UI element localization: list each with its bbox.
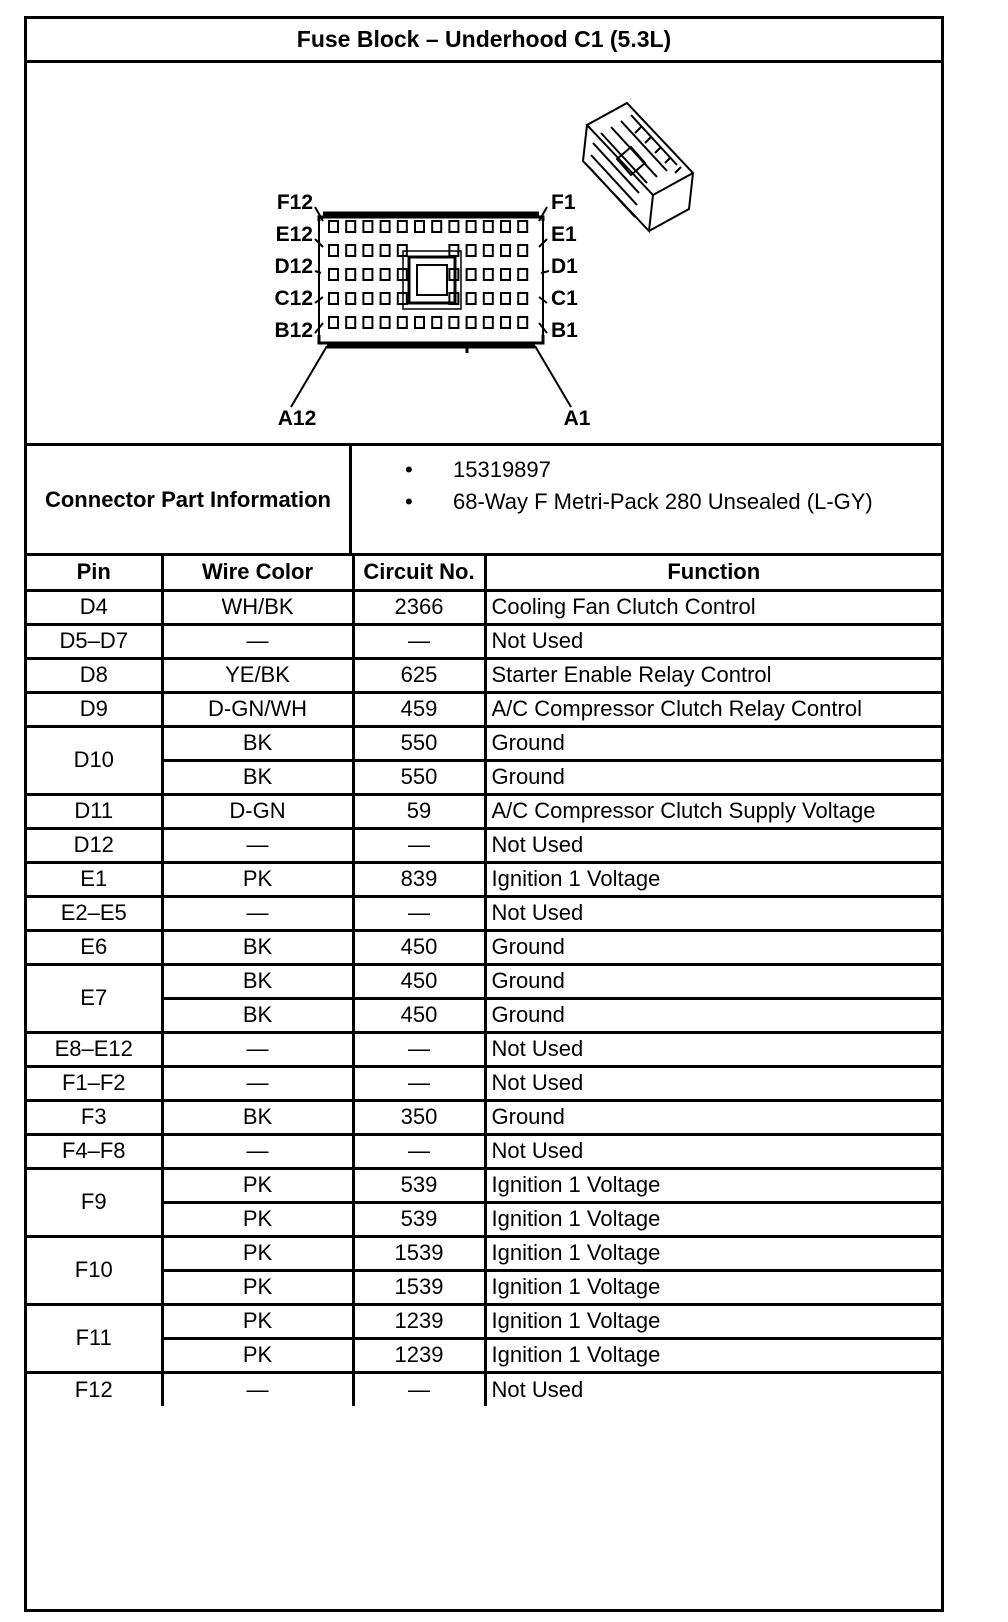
pin-cavity bbox=[346, 293, 355, 304]
pin-cell: E2–E5 bbox=[27, 896, 162, 930]
pinout-document bbox=[24, 16, 944, 1612]
pin-cavity bbox=[346, 245, 355, 256]
pin-cell: E8–E12 bbox=[27, 1032, 162, 1066]
table-row bbox=[27, 1100, 941, 1134]
circuit-no-cell: — bbox=[353, 1032, 485, 1066]
circuit-no-cell: — bbox=[353, 1066, 485, 1100]
circuit-no-cell: 2366 bbox=[353, 590, 485, 624]
pin-cavity bbox=[329, 269, 338, 280]
table-row bbox=[27, 1066, 941, 1100]
label-a1: A1 bbox=[563, 407, 591, 430]
pin-cell: D11 bbox=[27, 794, 162, 828]
pin-cavity bbox=[381, 317, 390, 328]
wire-color-cell: — bbox=[162, 1032, 353, 1066]
wire-color-cell: BK bbox=[162, 726, 353, 760]
table-row bbox=[27, 828, 941, 862]
circuit-no-cell: 550 bbox=[353, 760, 485, 794]
function-cell: Not Used bbox=[485, 1372, 941, 1406]
wire-color-cell: PK bbox=[162, 1270, 353, 1304]
row-label-left: D12 bbox=[274, 255, 313, 278]
table-row bbox=[27, 930, 941, 964]
pin-cavity bbox=[329, 221, 338, 232]
table-row bbox=[27, 1168, 941, 1202]
pin-cavity-grid bbox=[329, 221, 527, 328]
pin-cell: F10 bbox=[27, 1236, 162, 1304]
pin-cavity bbox=[329, 317, 338, 328]
circuit-no-cell: 450 bbox=[353, 930, 485, 964]
circuit-no-cell: 1539 bbox=[353, 1270, 485, 1304]
pin-cavity bbox=[467, 317, 476, 328]
pin-cell: F3 bbox=[27, 1100, 162, 1134]
wire-color-cell: — bbox=[162, 1066, 353, 1100]
connector-description: • 68-Way F Metri-Pack 280 Unsealed (L-GY) bbox=[353, 486, 941, 518]
row-label-right: D1 bbox=[551, 255, 578, 278]
function-cell: A/C Compressor Clutch Supply Voltage bbox=[485, 794, 941, 828]
wire-color-cell: — bbox=[162, 828, 353, 862]
row-label-left: C12 bbox=[274, 287, 313, 310]
function-cell: Ground bbox=[485, 1100, 941, 1134]
row-label-left: B12 bbox=[274, 319, 313, 342]
wire-color-cell: WH/BK bbox=[162, 590, 353, 624]
part-number: • 15319897 bbox=[353, 454, 941, 486]
pin-cavity bbox=[518, 317, 527, 328]
pin-cavity bbox=[501, 221, 510, 232]
pin-cavity bbox=[381, 221, 390, 232]
label-a12: A12 bbox=[277, 407, 317, 430]
circuit-no-cell: 1539 bbox=[353, 1236, 485, 1270]
connector-info-list bbox=[353, 446, 941, 561]
function-cell: Cooling Fan Clutch Control bbox=[485, 590, 941, 624]
pin-cavity bbox=[346, 269, 355, 280]
pin-table-body bbox=[27, 590, 941, 1406]
circuit-no-cell: 1239 bbox=[353, 1338, 485, 1372]
pin-cavity bbox=[518, 221, 527, 232]
header-pin: Pin bbox=[27, 556, 162, 590]
circuit-no-cell: 450 bbox=[353, 964, 485, 998]
pin-cavity bbox=[346, 317, 355, 328]
table-row bbox=[27, 658, 941, 692]
pin-cavity bbox=[484, 245, 493, 256]
pin-cavity bbox=[415, 317, 424, 328]
row-label-right: C1 bbox=[551, 287, 578, 310]
wire-color-cell: PK bbox=[162, 1202, 353, 1236]
pin-cavity bbox=[467, 245, 476, 256]
function-cell: Ignition 1 Voltage bbox=[485, 1270, 941, 1304]
circuit-no-cell: 59 bbox=[353, 794, 485, 828]
circuit-no-cell: 350 bbox=[353, 1100, 485, 1134]
pin-cell: D4 bbox=[27, 590, 162, 624]
function-cell: Ground bbox=[485, 760, 941, 794]
circuit-no-cell: — bbox=[353, 896, 485, 930]
circuit-no-cell: 550 bbox=[353, 726, 485, 760]
table-row bbox=[27, 896, 941, 930]
wire-color-cell: BK bbox=[162, 964, 353, 998]
wire-color-cell: PK bbox=[162, 1304, 353, 1338]
wire-color-cell: PK bbox=[162, 1236, 353, 1270]
pin-cavity bbox=[484, 221, 493, 232]
pin-cell: F9 bbox=[27, 1168, 162, 1236]
pin-cavity bbox=[518, 293, 527, 304]
function-cell: Not Used bbox=[485, 1134, 941, 1168]
pin-cavity bbox=[381, 245, 390, 256]
pin-cavity bbox=[381, 269, 390, 280]
pin-cavity bbox=[363, 269, 372, 280]
table-row bbox=[27, 1304, 941, 1338]
wire-color-cell: D-GN/WH bbox=[162, 692, 353, 726]
pin-cavity bbox=[518, 245, 527, 256]
table-row bbox=[27, 1032, 941, 1066]
table-row bbox=[27, 794, 941, 828]
table-row bbox=[27, 624, 941, 658]
circuit-no-cell: 839 bbox=[353, 862, 485, 896]
pin-cavity bbox=[398, 317, 407, 328]
function-cell: Not Used bbox=[485, 624, 941, 658]
pin-cavity bbox=[449, 221, 458, 232]
circuit-no-cell: 539 bbox=[353, 1168, 485, 1202]
function-cell: Not Used bbox=[485, 828, 941, 862]
circuit-no-cell: — bbox=[353, 1134, 485, 1168]
function-cell: Not Used bbox=[485, 896, 941, 930]
function-cell: Ignition 1 Voltage bbox=[485, 862, 941, 896]
pin-cavity bbox=[467, 293, 476, 304]
table-row bbox=[27, 998, 941, 1032]
function-cell: Ignition 1 Voltage bbox=[485, 1168, 941, 1202]
table-row bbox=[27, 1134, 941, 1168]
pin-cavity bbox=[363, 245, 372, 256]
table-header-row bbox=[27, 556, 941, 590]
table-row bbox=[27, 862, 941, 896]
pin-cavity bbox=[484, 293, 493, 304]
circuit-no-cell: 459 bbox=[353, 692, 485, 726]
pin-cavity bbox=[432, 221, 441, 232]
function-cell: Not Used bbox=[485, 1032, 941, 1066]
pin-cavity bbox=[501, 317, 510, 328]
table-row bbox=[27, 1202, 941, 1236]
pin-cavity bbox=[467, 269, 476, 280]
circuit-no-cell: — bbox=[353, 828, 485, 862]
circuit-no-cell: 1239 bbox=[353, 1304, 485, 1338]
table-row bbox=[27, 1270, 941, 1304]
pin-cavity bbox=[501, 245, 510, 256]
pin-cell: D9 bbox=[27, 692, 162, 726]
row-label-right: F1 bbox=[551, 191, 576, 214]
pin-cavity bbox=[329, 293, 338, 304]
pin-cell: D10 bbox=[27, 726, 162, 794]
function-cell: Not Used bbox=[485, 1066, 941, 1100]
pin-cavity bbox=[432, 317, 441, 328]
table-row bbox=[27, 1236, 941, 1270]
wire-color-cell: BK bbox=[162, 930, 353, 964]
table-row bbox=[27, 1338, 941, 1372]
pin-cavity bbox=[501, 269, 510, 280]
wire-color-cell: BK bbox=[162, 1100, 353, 1134]
connector-info-label: Connector Part Information bbox=[27, 446, 352, 553]
wire-color-cell: PK bbox=[162, 1168, 353, 1202]
function-cell: Starter Enable Relay Control bbox=[485, 658, 941, 692]
function-cell: Ground bbox=[485, 726, 941, 760]
header-circuit-no: Circuit No. bbox=[353, 556, 485, 590]
pin-cavity bbox=[363, 221, 372, 232]
row-label-right: B1 bbox=[551, 319, 578, 342]
title-text: Fuse Block – Underhood C1 (5.3L) bbox=[296, 26, 672, 52]
wire-color-cell: — bbox=[162, 1372, 353, 1406]
function-cell: Ignition 1 Voltage bbox=[485, 1338, 941, 1372]
pin-cavity bbox=[329, 245, 338, 256]
function-cell: Ignition 1 Voltage bbox=[485, 1304, 941, 1338]
connector-diagram bbox=[27, 63, 941, 443]
row-label-right: E1 bbox=[551, 223, 577, 246]
header-wire-color: Wire Color bbox=[162, 556, 353, 590]
pin-cavity bbox=[415, 221, 424, 232]
wire-color-cell: — bbox=[162, 624, 353, 658]
function-cell: Ground bbox=[485, 964, 941, 998]
table-row bbox=[27, 726, 941, 760]
pin-cavity bbox=[363, 293, 372, 304]
pin-cell: D8 bbox=[27, 658, 162, 692]
function-cell: Ignition 1 Voltage bbox=[485, 1236, 941, 1270]
pin-cell: D5–D7 bbox=[27, 624, 162, 658]
table-row bbox=[27, 964, 941, 998]
function-cell: Ground bbox=[485, 998, 941, 1032]
function-cell: A/C Compressor Clutch Relay Control bbox=[485, 692, 941, 726]
circuit-no-cell: 539 bbox=[353, 1202, 485, 1236]
circuit-no-cell: 625 bbox=[353, 658, 485, 692]
table-row bbox=[27, 692, 941, 726]
pin-cavity bbox=[484, 269, 493, 280]
wire-color-cell: D-GN bbox=[162, 794, 353, 828]
table-row bbox=[27, 1372, 941, 1406]
pin-cavity bbox=[518, 269, 527, 280]
pin-cell: E1 bbox=[27, 862, 162, 896]
pin-cavity bbox=[398, 221, 407, 232]
function-cell: Ground bbox=[485, 930, 941, 964]
wire-color-cell: PK bbox=[162, 862, 353, 896]
document-title bbox=[27, 19, 941, 63]
pin-cavity bbox=[346, 221, 355, 232]
circuit-no-cell: — bbox=[353, 624, 485, 658]
pin-cell: E6 bbox=[27, 930, 162, 964]
connector-face-drawing bbox=[27, 63, 941, 443]
pin-cell: F12 bbox=[27, 1372, 162, 1406]
function-cell: Ignition 1 Voltage bbox=[485, 1202, 941, 1236]
wire-color-cell: YE/BK bbox=[162, 658, 353, 692]
row-label-left: F12 bbox=[276, 191, 313, 214]
connector-part-info bbox=[27, 443, 941, 556]
circuit-no-cell: 450 bbox=[353, 998, 485, 1032]
table-row bbox=[27, 590, 941, 624]
pin-cell: F11 bbox=[27, 1304, 162, 1372]
pin-cell: F1–F2 bbox=[27, 1066, 162, 1100]
pin-cell: E7 bbox=[27, 964, 162, 1032]
connector-outline bbox=[319, 214, 543, 353]
pin-cavity bbox=[467, 221, 476, 232]
pin-cavity bbox=[363, 317, 372, 328]
table-row bbox=[27, 760, 941, 794]
header-function: Function bbox=[485, 556, 941, 590]
pin-cavity bbox=[449, 317, 458, 328]
pin-cavity bbox=[501, 293, 510, 304]
leader-lines bbox=[291, 207, 571, 407]
circuit-no-cell: — bbox=[353, 1372, 485, 1406]
wire-color-cell: BK bbox=[162, 998, 353, 1032]
wire-color-cell: — bbox=[162, 896, 353, 930]
row-label-left: E12 bbox=[275, 223, 313, 246]
pin-table bbox=[27, 556, 941, 1406]
wire-color-cell: — bbox=[162, 1134, 353, 1168]
wire-color-cell: PK bbox=[162, 1338, 353, 1372]
connector-3d-view bbox=[583, 103, 693, 231]
pin-cavity bbox=[484, 317, 493, 328]
pin-cell: F4–F8 bbox=[27, 1134, 162, 1168]
pin-cell: D12 bbox=[27, 828, 162, 862]
pin-cavity bbox=[381, 293, 390, 304]
wire-color-cell: BK bbox=[162, 760, 353, 794]
